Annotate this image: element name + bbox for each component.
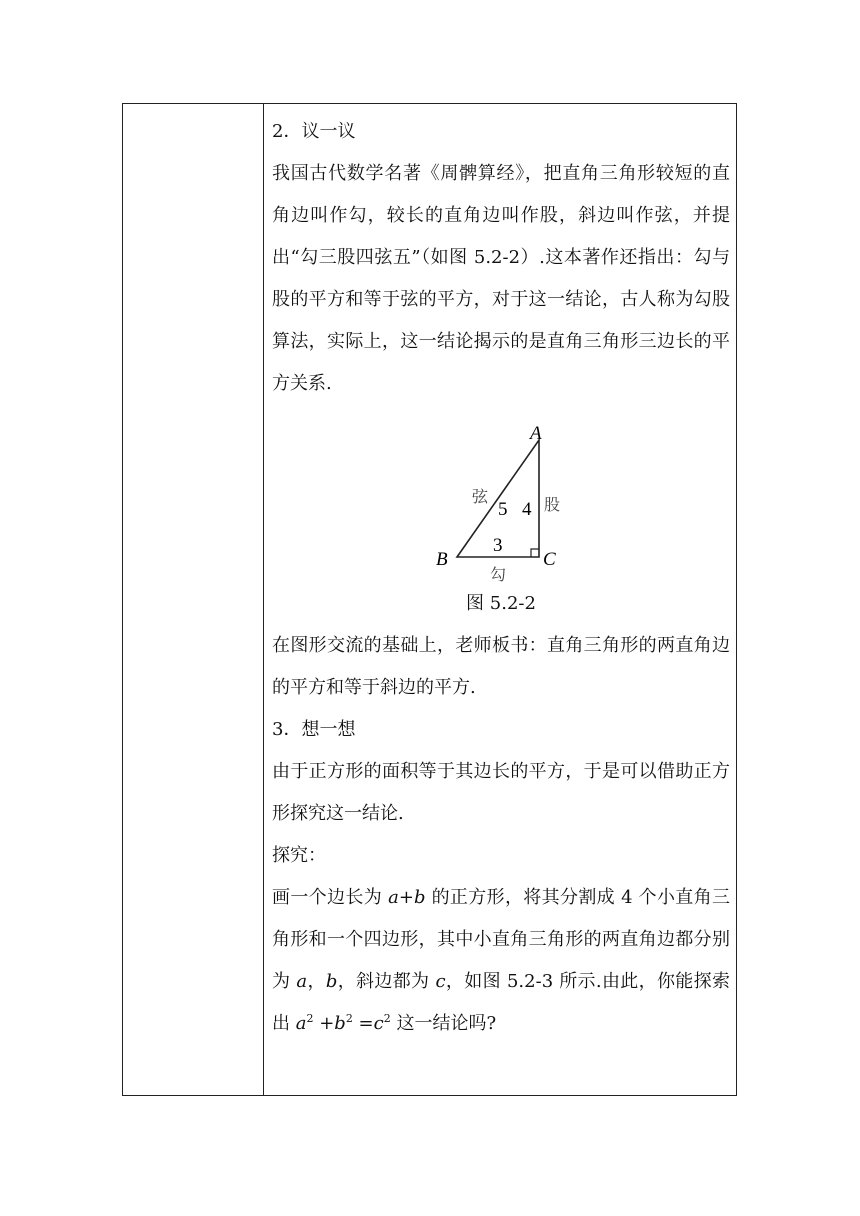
explore-paragraph [272, 877, 730, 1045]
equation-equals: = [352, 1013, 374, 1034]
explore-text-2: 的正方形，将其分割成 4 个小直角三角形和一个四边形，其中小直角三角形的两直角边都分别为 [272, 887, 730, 992]
explore-label: 探究： [272, 845, 326, 866]
explore-text-4: ，如图 5.2-3 所示.由此，你能探索出 [272, 971, 730, 1034]
figure-caption: 图 5.2-2 [466, 593, 536, 614]
horizontal-leg-length-label: 3 [493, 535, 503, 556]
section-2-heading: 2．议一议 [272, 121, 356, 142]
math-c: c [435, 971, 446, 992]
equation-exp-3: 2 [383, 1012, 391, 1025]
equation-c: c [373, 1013, 384, 1034]
figure-5-2-2 [272, 405, 730, 583]
section-3-heading: 3．想一想 [272, 719, 356, 740]
left-column-cell [123, 104, 263, 1095]
explore-text-5: 这一结论吗? [390, 1013, 497, 1034]
equation-plus: + [313, 1013, 335, 1034]
column-divider [263, 103, 264, 1096]
vertex-a-label: A [530, 423, 542, 444]
explore-text-3: ，斜边都为 [337, 971, 436, 992]
equation-b: b [334, 1013, 346, 1034]
horizontal-leg-name-label: 勾 [490, 565, 507, 583]
math-b: b [413, 887, 426, 908]
vertical-leg-length-label: 4 [522, 499, 532, 520]
right-triangle-diagram [272, 405, 730, 583]
math-comma: ， [307, 971, 326, 992]
right-angle-marker [531, 549, 539, 557]
explore-text-1: 画一个边长为 [272, 887, 389, 908]
teacher-note-paragraph: 在图形交流的基础上，老师板书：直角三角形的两直角边的平方和等于斜边的平方. [272, 635, 730, 698]
right-column-content [272, 111, 730, 1045]
equation-exp-1: 2 [306, 1012, 314, 1025]
section-2-paragraph: 我国古代数学名著《周髀算经》，把直角三角形较短的直角边叫作勾，较长的直角边叫作股，斜边叫作弦，并提出“勾三股四弦五”（如图 5.2-2）.这本著作还指出：勾与股的平方和等于弦的平方，对于这一结论，古人称为勾股算法，实际上，这一结论揭示的是直角三角形三边长的平方关系. [272, 163, 730, 394]
section-3-paragraph: 由于正方形的面积等于其边长的平方，于是可以借助正方形探究这一结论. [272, 761, 730, 824]
math-a-2: a [296, 971, 308, 992]
math-a: a [388, 887, 399, 908]
hypotenuse-name-label: 弦 [472, 487, 489, 506]
vertex-c-label: C [543, 549, 556, 570]
vertex-b-label: B [436, 549, 448, 570]
math-b-2: b [325, 971, 338, 992]
vertical-leg-name-label: 股 [544, 495, 561, 514]
equation-exp-2: 2 [345, 1012, 353, 1025]
equation-a: a [295, 1013, 307, 1034]
math-plus: + [398, 887, 414, 908]
hypotenuse-length-label: 5 [498, 499, 508, 520]
